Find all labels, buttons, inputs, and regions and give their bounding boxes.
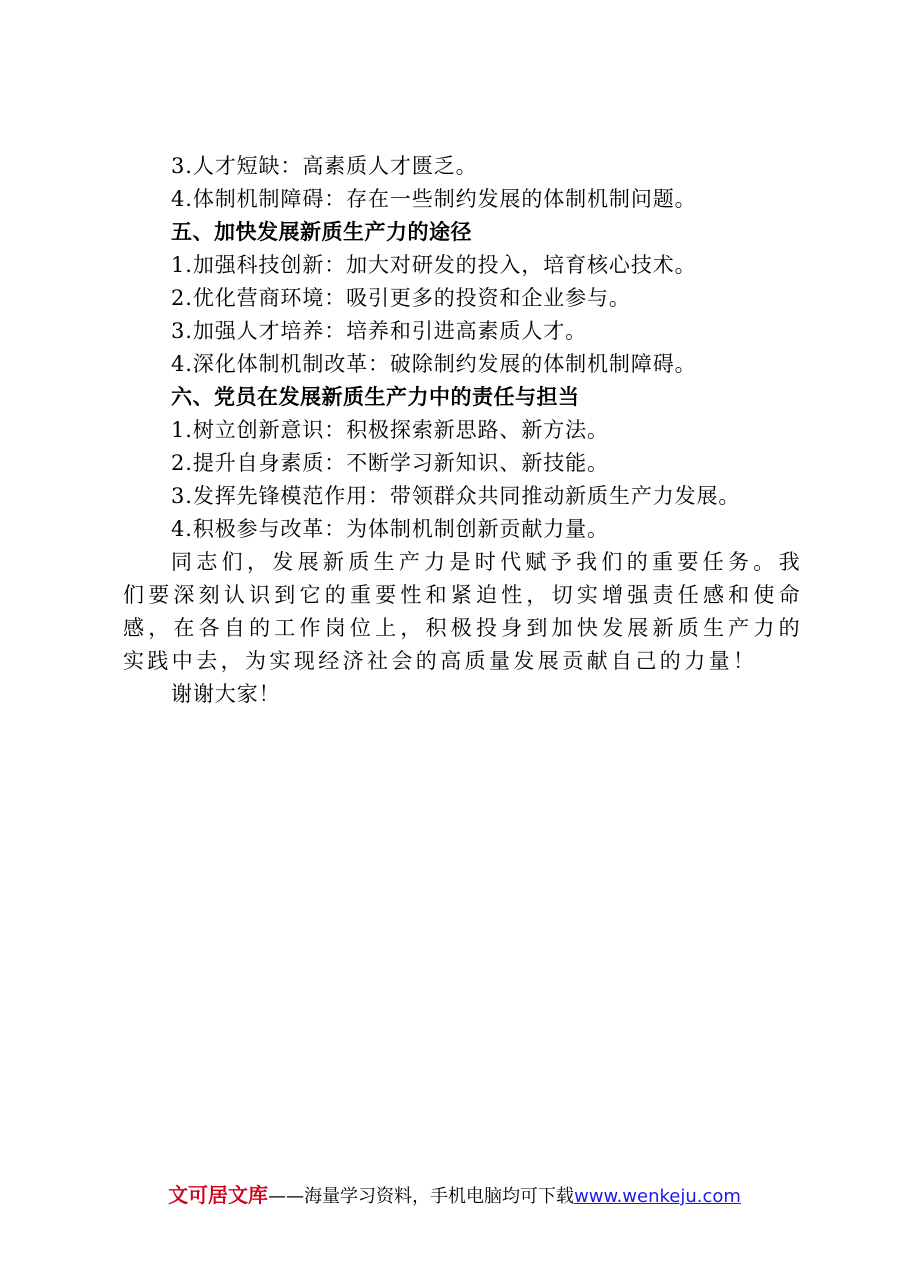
list-item: 2.提升自身素质：不断学习新知识、新技能。: [171, 451, 609, 475]
list-item: 3.人才短缺：高素质人才匮乏。: [171, 154, 478, 178]
list-item: 3.加强人才培养：培养和引进高素质人才。: [171, 319, 588, 343]
footer-text: ——海量学习资料，手机电脑均可下载: [268, 1186, 575, 1207]
list-item: 2.优化营商环境：吸引更多的投资和企业参与。: [171, 286, 631, 310]
footer-banner: [0, 1180, 909, 1212]
website-link[interactable]: www.wenkeju.com: [574, 1186, 741, 1207]
list-item: 1.加强科技创新：加大对研发的投入，培育核心技术。: [171, 253, 697, 277]
list-item: 4.体制机制障碍：存在一些制约发展的体制机制问题。: [171, 187, 697, 211]
list-item: 4.积极参与改革：为体制机制创新贡献力量。: [171, 517, 609, 541]
list-item: 4.深化体制机制改革：破除制约发展的体制机制障碍。: [171, 352, 697, 376]
thanks-line: 谢谢大家！: [171, 682, 281, 706]
brand-name: 文可居文库: [168, 1183, 269, 1207]
closing-paragraph: 同志们，发展新质生产力是时代赋予我们的重要任务。我们要深刻认识到它的重要性和紧迫性，切实增强责任感和使命感，在各自的工作岗位上，积极投身到加快发展新质生产力的实践中去，为实现经济社会的高质量发展贡献自己的力量！: [123, 550, 803, 673]
list-item: 3.发挥先锋模范作用：带领群众共同推动新质生产力发展。: [171, 484, 741, 508]
document-body: [123, 150, 803, 711]
section-heading: 六、党员在发展新质生产力中的责任与担当: [171, 385, 580, 409]
list-item: 1.树立创新意识：积极探索新思路、新方法。: [171, 418, 609, 442]
section-heading: 五、加快发展新质生产力的途径: [171, 220, 472, 244]
